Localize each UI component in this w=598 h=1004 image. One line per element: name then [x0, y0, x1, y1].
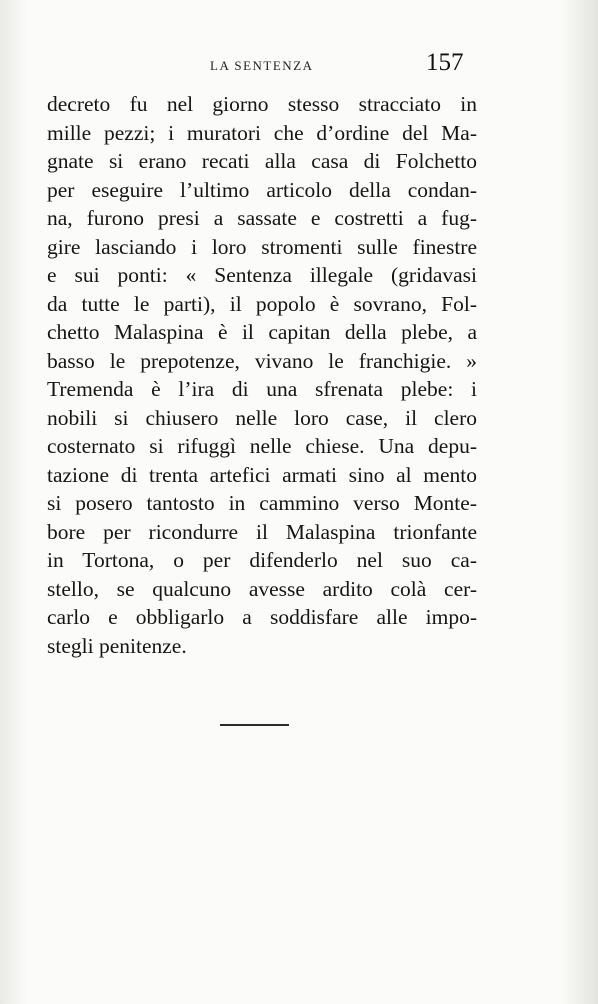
text-line: basso le prepotenze, vivano le franchigie. »	[47, 348, 477, 373]
text-line: carlo e obbligarlo a soddisfare alle impo-	[47, 605, 477, 629]
text-line: gire lasciando i loro stromenti sulle finestre	[47, 234, 477, 259]
text-line: na, furono presi a sassate e costretti a fug-	[47, 206, 477, 230]
text-line: gnate si erano recati alla casa di Folchetto	[47, 149, 477, 173]
page-number: 157	[426, 49, 464, 76]
text-line: in Tortona, o per difenderlo nel suo ca-	[47, 548, 477, 572]
text-line: decreto fu nel giorno stesso stracciato in	[47, 92, 477, 116]
running-title: LA SENTENZA	[210, 58, 314, 73]
text-line: e sui ponti: « Sentenza illegale (gridavasi	[47, 263, 477, 287]
text-line: stello, se qualcuno avesse ardito colà cer-	[47, 576, 477, 601]
text-line: si posero tantosto in cammino verso Monte-	[47, 491, 477, 515]
text-line: bore per ricondurre il Malaspina trionfante	[47, 519, 477, 544]
text-line: costernato si rifuggì nelle chiese. Una depu-	[47, 434, 477, 458]
text-line: chetto Malaspina è il capitan della plebe, a	[47, 320, 477, 344]
text-line: tazione di trenta artefici armati sino al mento	[47, 462, 477, 487]
body-text	[47, 90, 477, 660]
section-divider	[220, 724, 289, 726]
text-line: per eseguire l’ultimo articolo della condan-	[47, 177, 477, 202]
text-line: nobili si chiusero nelle loro case, il clero	[47, 405, 477, 430]
text-line: da tutte le parti), il popolo è sovrano, Fol-	[47, 291, 477, 316]
text-line: Tremenda è l’ira di una sfrenata plebe: i	[47, 377, 477, 401]
text-line: mille pezzi; i muratori che d’ordine del Ma-	[47, 120, 477, 145]
text-line: stegli penitenze.	[47, 633, 187, 658]
